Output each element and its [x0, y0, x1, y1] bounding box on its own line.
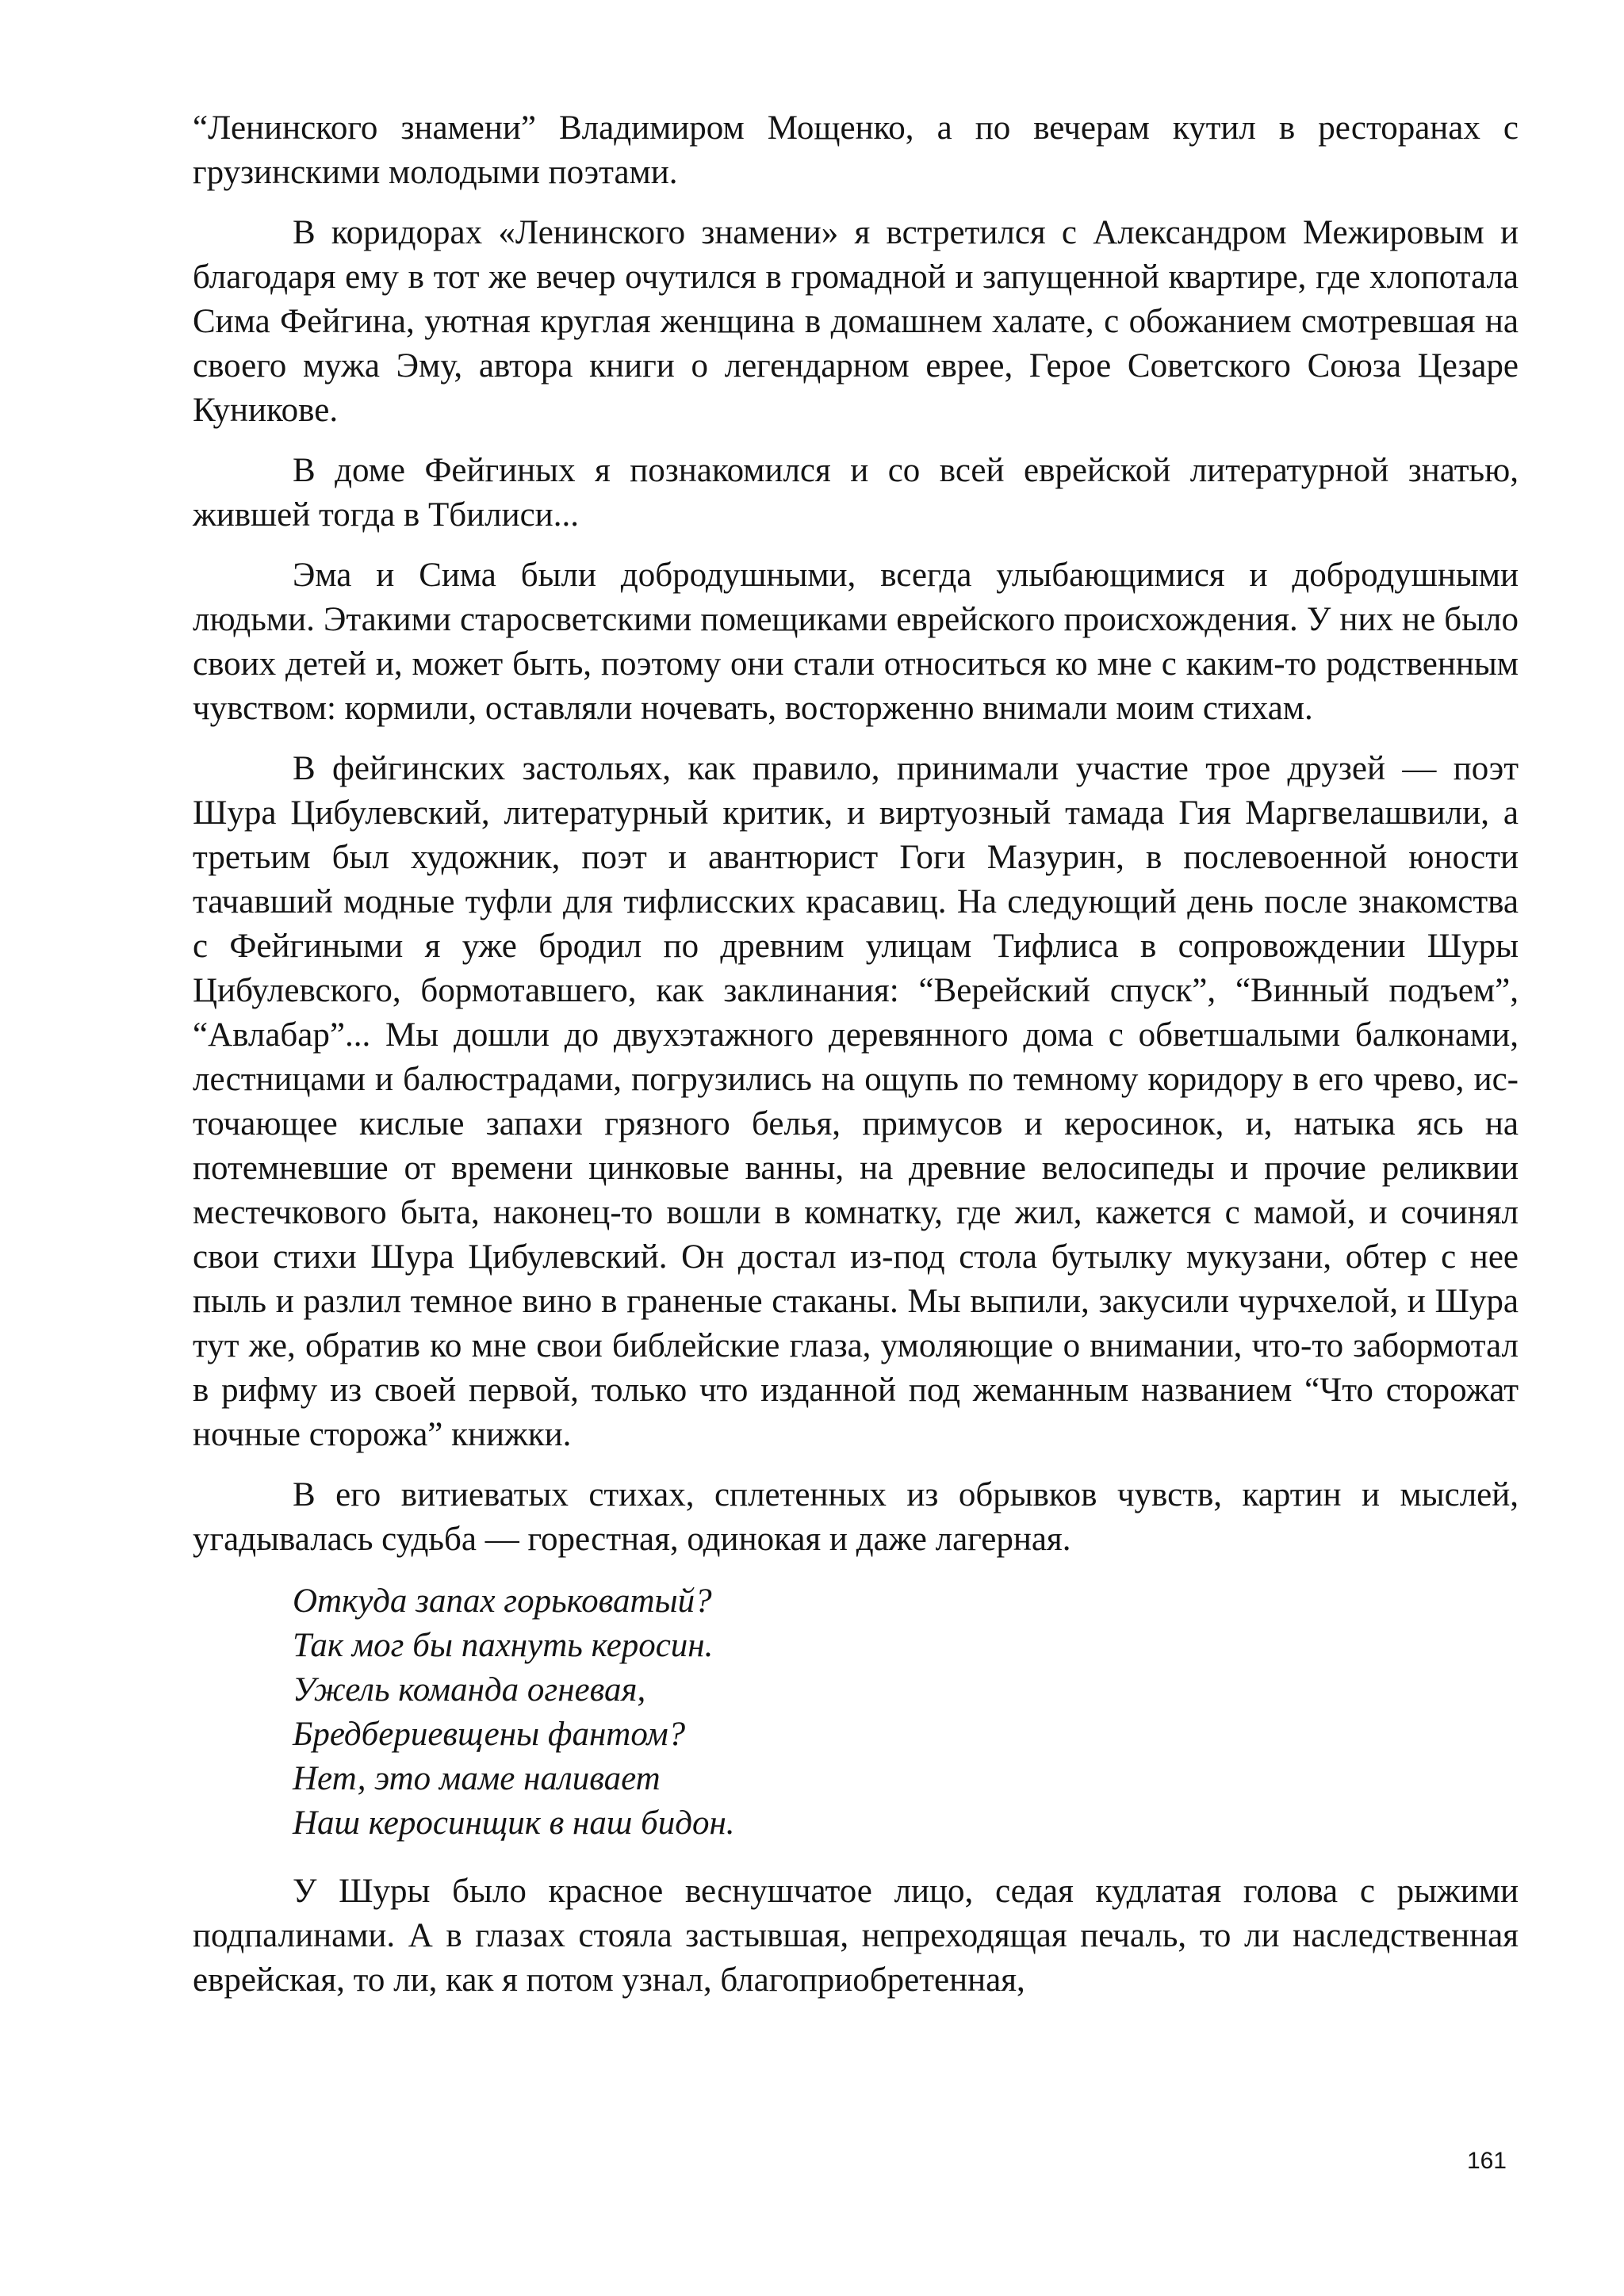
poem-line: Нет, это маме наливает	[293, 1760, 661, 1797]
paragraph: В фейгинских застольях, как правило, принимали участие трое друзей — поэт Шура Цибулевский, литературный критик, и виртуозный тамада Гия Маргвелашвили, а третьим был художник, поэт и авантюрист Гоги Мазурин, в послевоенной юности тачавший модные туфли для тифлисских красавиц. На следующий день после знакомства с Фейгиными я уже бродил по древним улицам Тифлиса в сопровождении Шуры Цибулевского, бормотавшего, как заклинания: “Верейский спуск”, “Винный подъем”, “Авлабар”... Мы дошли до двухэтажного деревянного дома с обветшалыми балконами, лестницами и балюстрадами, погрузились на ощупь по темному коридору в его чрево, источающее кислые запахи грязного белья, примусов и керосинок, и, натыка ясь на потемневшие от времени цинковые ванны, на древние велосипеды и прочие реликвии местечкового быта, наконец-то вошли в комнатку, где жил, кажется с мамой, и сочинял свои стихи Шура Цибулевский. Он достал из-под стола бутылку мукузани, обтер с нее пыль и разлил темное вино в граненые стаканы. Мы выпили, закусили чурчхелой, и Шура тут же, обратив ко мне свои библейские глаза, умоляющие о внимании, что-то забормотал в рифму из своей первой, только что изданной под жеманным названием “Что сторожат ночные сторожа” книжки.	[193, 750, 1519, 1453]
paragraph: В его витиеватых стихах, сплетенных из обрывков чувств, картин и мыслей, угадывалась судьба — горестная, одинокая и даже лагерная.	[193, 1476, 1519, 1558]
paragraph: “Ленинского знамени” Владимиром Мощенко, а по вечерам кутил в ресторанах с грузинскими молодыми поэтами.	[193, 109, 1519, 191]
paragraph: В доме Фейгиных я познакомился и со всей еврейской литературной знатью, жившей тогда в Тбилиси...	[193, 452, 1519, 534]
poem-line: Бредбериевщены фантом?	[293, 1716, 686, 1753]
paragraph: У Шуры было красное веснушчатое лицо, седая кудлатая голова с рыжими подпалинами. А в глазах стояла застывшая, непреходящая печаль, то ли наследственная еврейская, то ли, как я потом узнал, благоприобретенная,	[193, 1873, 1519, 1999]
poem-line: Так мог бы пахнуть керосин.	[293, 1627, 714, 1664]
page-number: 161	[1466, 2148, 1507, 2174]
paragraph: В коридорах «Ленинского знамени» я встретился с Александром Межировым и благодаря ему в тот же вечер очутился в громадной и запущенной квартире, где хлопотала Сима Фейгина, уютная круглая женщина в домашнем халате, с обожанием смотревшая на своего мужа Эму, автора книги о легендарном еврее, Герое Советского Союза Цезаре Куникове.	[193, 214, 1519, 429]
body-text	[193, 106, 1519, 2019]
paragraph: Эма и Сима были добродушными, всегда улыбающимися и добродушными людьми. Этакими старосветскими помещиками еврейского происхождения. У них не было своих детей и, может быть, поэтому они стали относиться ко мне с каким-то родственным чувством: кормили, оставляли ночевать, восторженно внимали моим стихам.	[193, 557, 1519, 727]
poem-line: Наш керосинщик в наш бидон.	[293, 1804, 735, 1842]
poem-line: Ужель команда огневая,	[293, 1671, 646, 1709]
poem-stanza	[293, 1579, 1519, 1846]
poem-line: Откуда запах горьковатый?	[293, 1582, 712, 1620]
